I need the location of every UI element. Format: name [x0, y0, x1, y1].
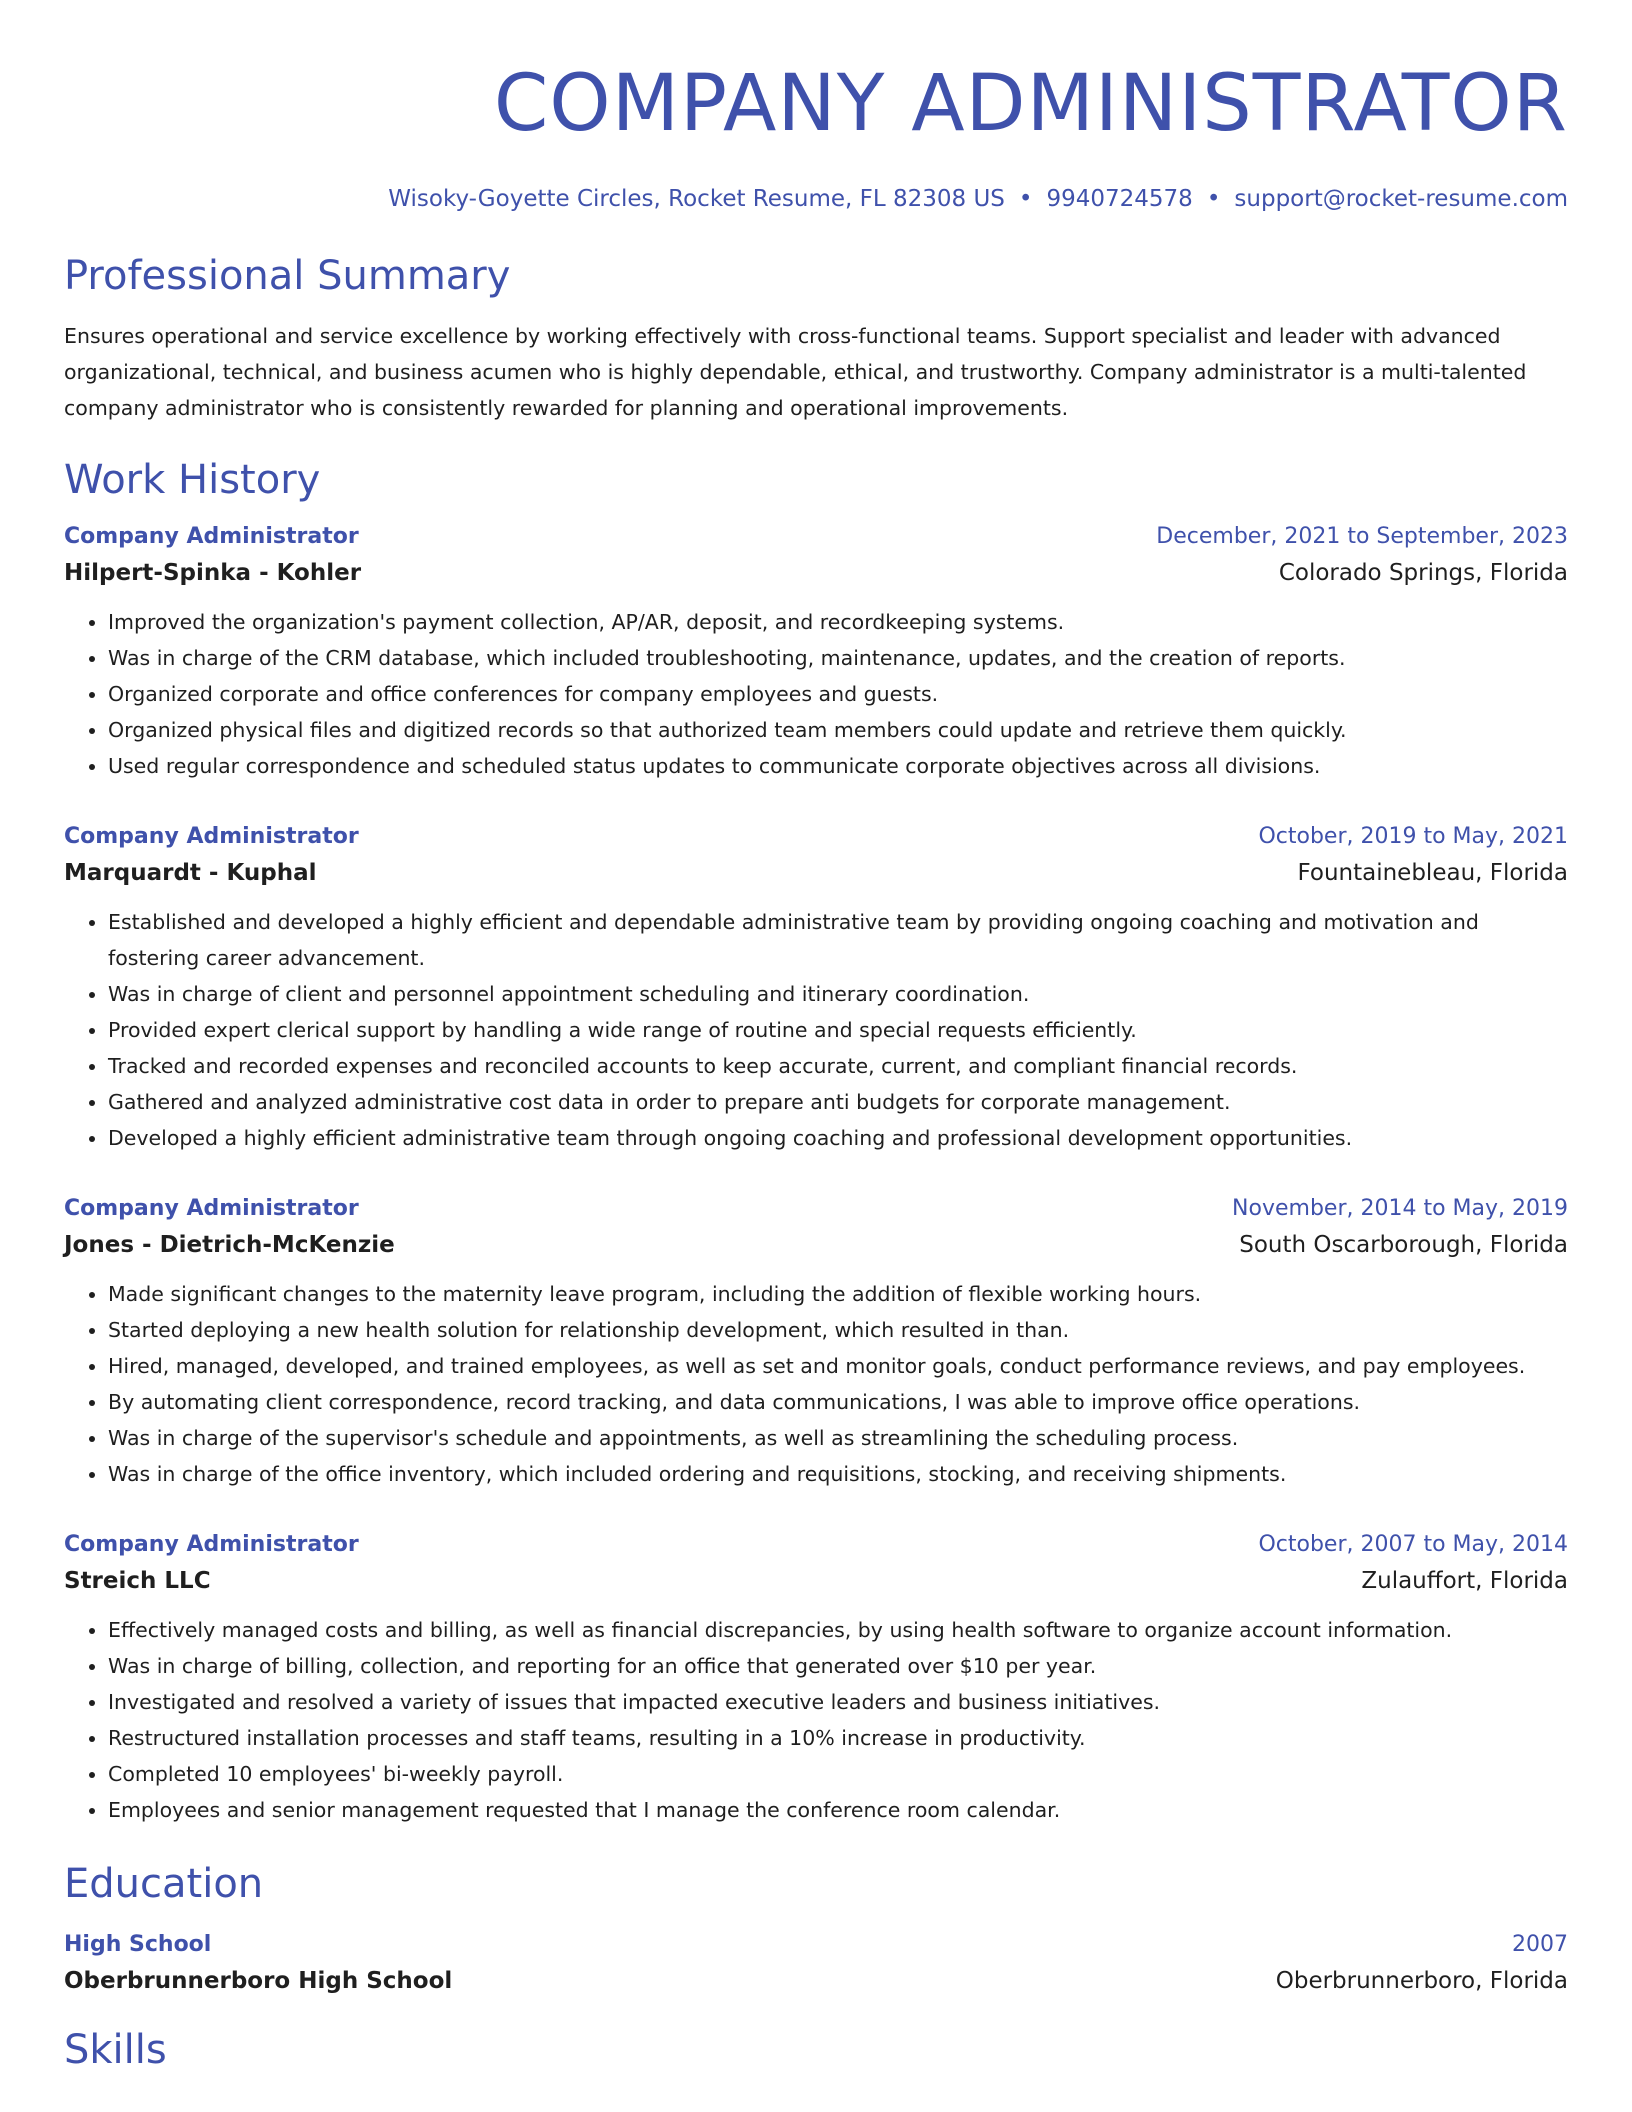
job-bullets: [64, 1612, 1568, 1828]
summary-text: Ensures operational and service excellence by working effectively with cross-functional teams. Support specialist and leader with advanced organizational, technical, and business acumen who is highly dependable, ethical, and trustworthy. Company administrator is a multi-talented company administrator who is consistently rewarded for planning and operational improvements.: [64, 324, 1527, 420]
job-bullet: • Was in charge of client and personnel appointment scheduling and itinerary coordination.: [108, 976, 1568, 1012]
job-title: Company Administrator: [64, 524, 359, 549]
job-dates: December, 2021 to September, 2023: [1156, 524, 1568, 549]
job-bullets: [64, 604, 1568, 784]
section-title-summary: Professional Summary: [64, 253, 511, 299]
job-bullets: [64, 904, 1568, 1156]
job-bullet: • Was in charge of the supervisor's schedule and appointments, as well as streamlining the scheduling process.: [108, 1420, 1568, 1456]
resume-page: [64, 0, 1568, 2076]
section-title-education: Education: [64, 1861, 264, 1907]
section-title-work-history: Work History: [64, 457, 321, 503]
job-company: Hilpert-Spinka - Kohler: [64, 560, 362, 586]
job-title: Company Administrator: [64, 1196, 359, 1221]
contact-separator: •: [1018, 186, 1033, 212]
education-degree: High School: [64, 1932, 212, 1957]
job-bullet: • Employees and senior management requested that I manage the conference room calendar.: [108, 1792, 1568, 1828]
job-bullet: • Provided expert clerical support by handling a wide range of routine and special requests efficiently.: [108, 1012, 1568, 1048]
job-location: Colorado Springs, Florida: [1278, 560, 1568, 586]
job-bullet: • Tracked and recorded expenses and reconciled accounts to keep accurate, current, and compliant financial records.: [108, 1048, 1568, 1084]
job-location: South Oscarborough, Florida: [1239, 1232, 1568, 1258]
job-company: Streich LLC: [64, 1568, 211, 1594]
job-location: Fountainebleau, Florida: [1297, 860, 1568, 886]
job-bullet: • Developed a highly efficient administrative team through ongoing coaching and professional development opportunities.: [108, 1120, 1568, 1156]
job-bullet: • Organized corporate and office conferences for company employees and guests.: [108, 676, 1568, 712]
education-school: Oberbrunnerboro High School: [64, 1968, 453, 1994]
job-bullet: • Gathered and analyzed administrative cost data in order to prepare anti budgets for corporate management.: [108, 1084, 1568, 1120]
job-dates: October, 2019 to May, 2021: [1258, 824, 1568, 849]
job-title: Company Administrator: [64, 824, 359, 849]
job-bullet: • Completed 10 employees' bi-weekly payroll.: [108, 1756, 1568, 1792]
contact-email: support@rocket-resume.com: [1234, 186, 1568, 212]
job-bullet: • Was in charge of the CRM database, which included troubleshooting, maintenance, updates, and the creation of reports.: [108, 640, 1568, 676]
job-bullet: • Used regular correspondence and scheduled status updates to communicate corporate objectives across all divisions.: [108, 748, 1568, 784]
job-bullet: • Restructured installation processes and staff teams, resulting in a 10% increase in productivity.: [108, 1720, 1568, 1756]
job-title: Company Administrator: [64, 1532, 359, 1557]
job-entry: [64, 820, 1568, 1156]
job-bullet: • Effectively managed costs and billing, as well as financial discrepancies, by using health software to organize account information.: [108, 1612, 1568, 1648]
job-bullet: • Established and developed a highly efficient and dependable administrative team by providing ongoing coaching and motivation and fostering career advancement.: [108, 904, 1568, 976]
job-location: Zulauffort, Florida: [1361, 1568, 1568, 1594]
job-bullet: • Investigated and resolved a variety of issues that impacted executive leaders and business initiatives.: [108, 1684, 1568, 1720]
job-dates: November, 2014 to May, 2019: [1232, 1196, 1568, 1221]
education-location: Oberbrunnerboro, Florida: [1275, 1968, 1568, 1994]
job-bullet: • By automating client correspondence, record tracking, and data communications, I was able to improve office operations.: [108, 1384, 1568, 1420]
job-entry: [64, 520, 1568, 784]
job-bullet: • Improved the organization's payment collection, AP/AR, deposit, and recordkeeping systems.: [108, 604, 1568, 640]
contact-address: Wisoky-Goyette Circles, Rocket Resume, FL 82308 US: [388, 186, 1005, 212]
job-bullets: [64, 1276, 1568, 1492]
job-bullet: • Started deploying a new health solution for relationship development, which resulted in than.: [108, 1312, 1568, 1348]
job-entry: [64, 1192, 1568, 1492]
job-bullet: • Hired, managed, developed, and trained employees, as well as set and monitor goals, conduct performance reviews, and pay employees.: [108, 1348, 1568, 1384]
job-company: Marquardt - Kuphal: [64, 860, 317, 886]
job-bullet: • Was in charge of billing, collection, and reporting for an office that generated over $10 per year.: [108, 1648, 1568, 1684]
job-bullet: • Was in charge of the office inventory, which included ordering and requisitions, stocking, and receiving shipments.: [108, 1456, 1568, 1492]
job-entry: [64, 1528, 1568, 1828]
job-company: Jones - Dietrich-McKenzie: [64, 1232, 395, 1258]
job-bullet: • Made significant changes to the maternity leave program, including the addition of flexible working hours.: [108, 1276, 1568, 1312]
candidate-name: COMPANY ADMINISTRATOR: [493, 59, 1568, 149]
contact-line: [64, 184, 1568, 214]
section-title-skills: Skills: [64, 2027, 167, 2073]
contact-separator: •: [1206, 186, 1221, 212]
job-bullet: • Organized physical files and digitized records so that authorized team members could update and retrieve them quickly.: [108, 712, 1568, 748]
job-dates: October, 2007 to May, 2014: [1258, 1532, 1568, 1557]
education-entry: [64, 1928, 1568, 2000]
contact-phone: 9940724578: [1046, 186, 1193, 212]
education-year: 2007: [1512, 1932, 1568, 1957]
